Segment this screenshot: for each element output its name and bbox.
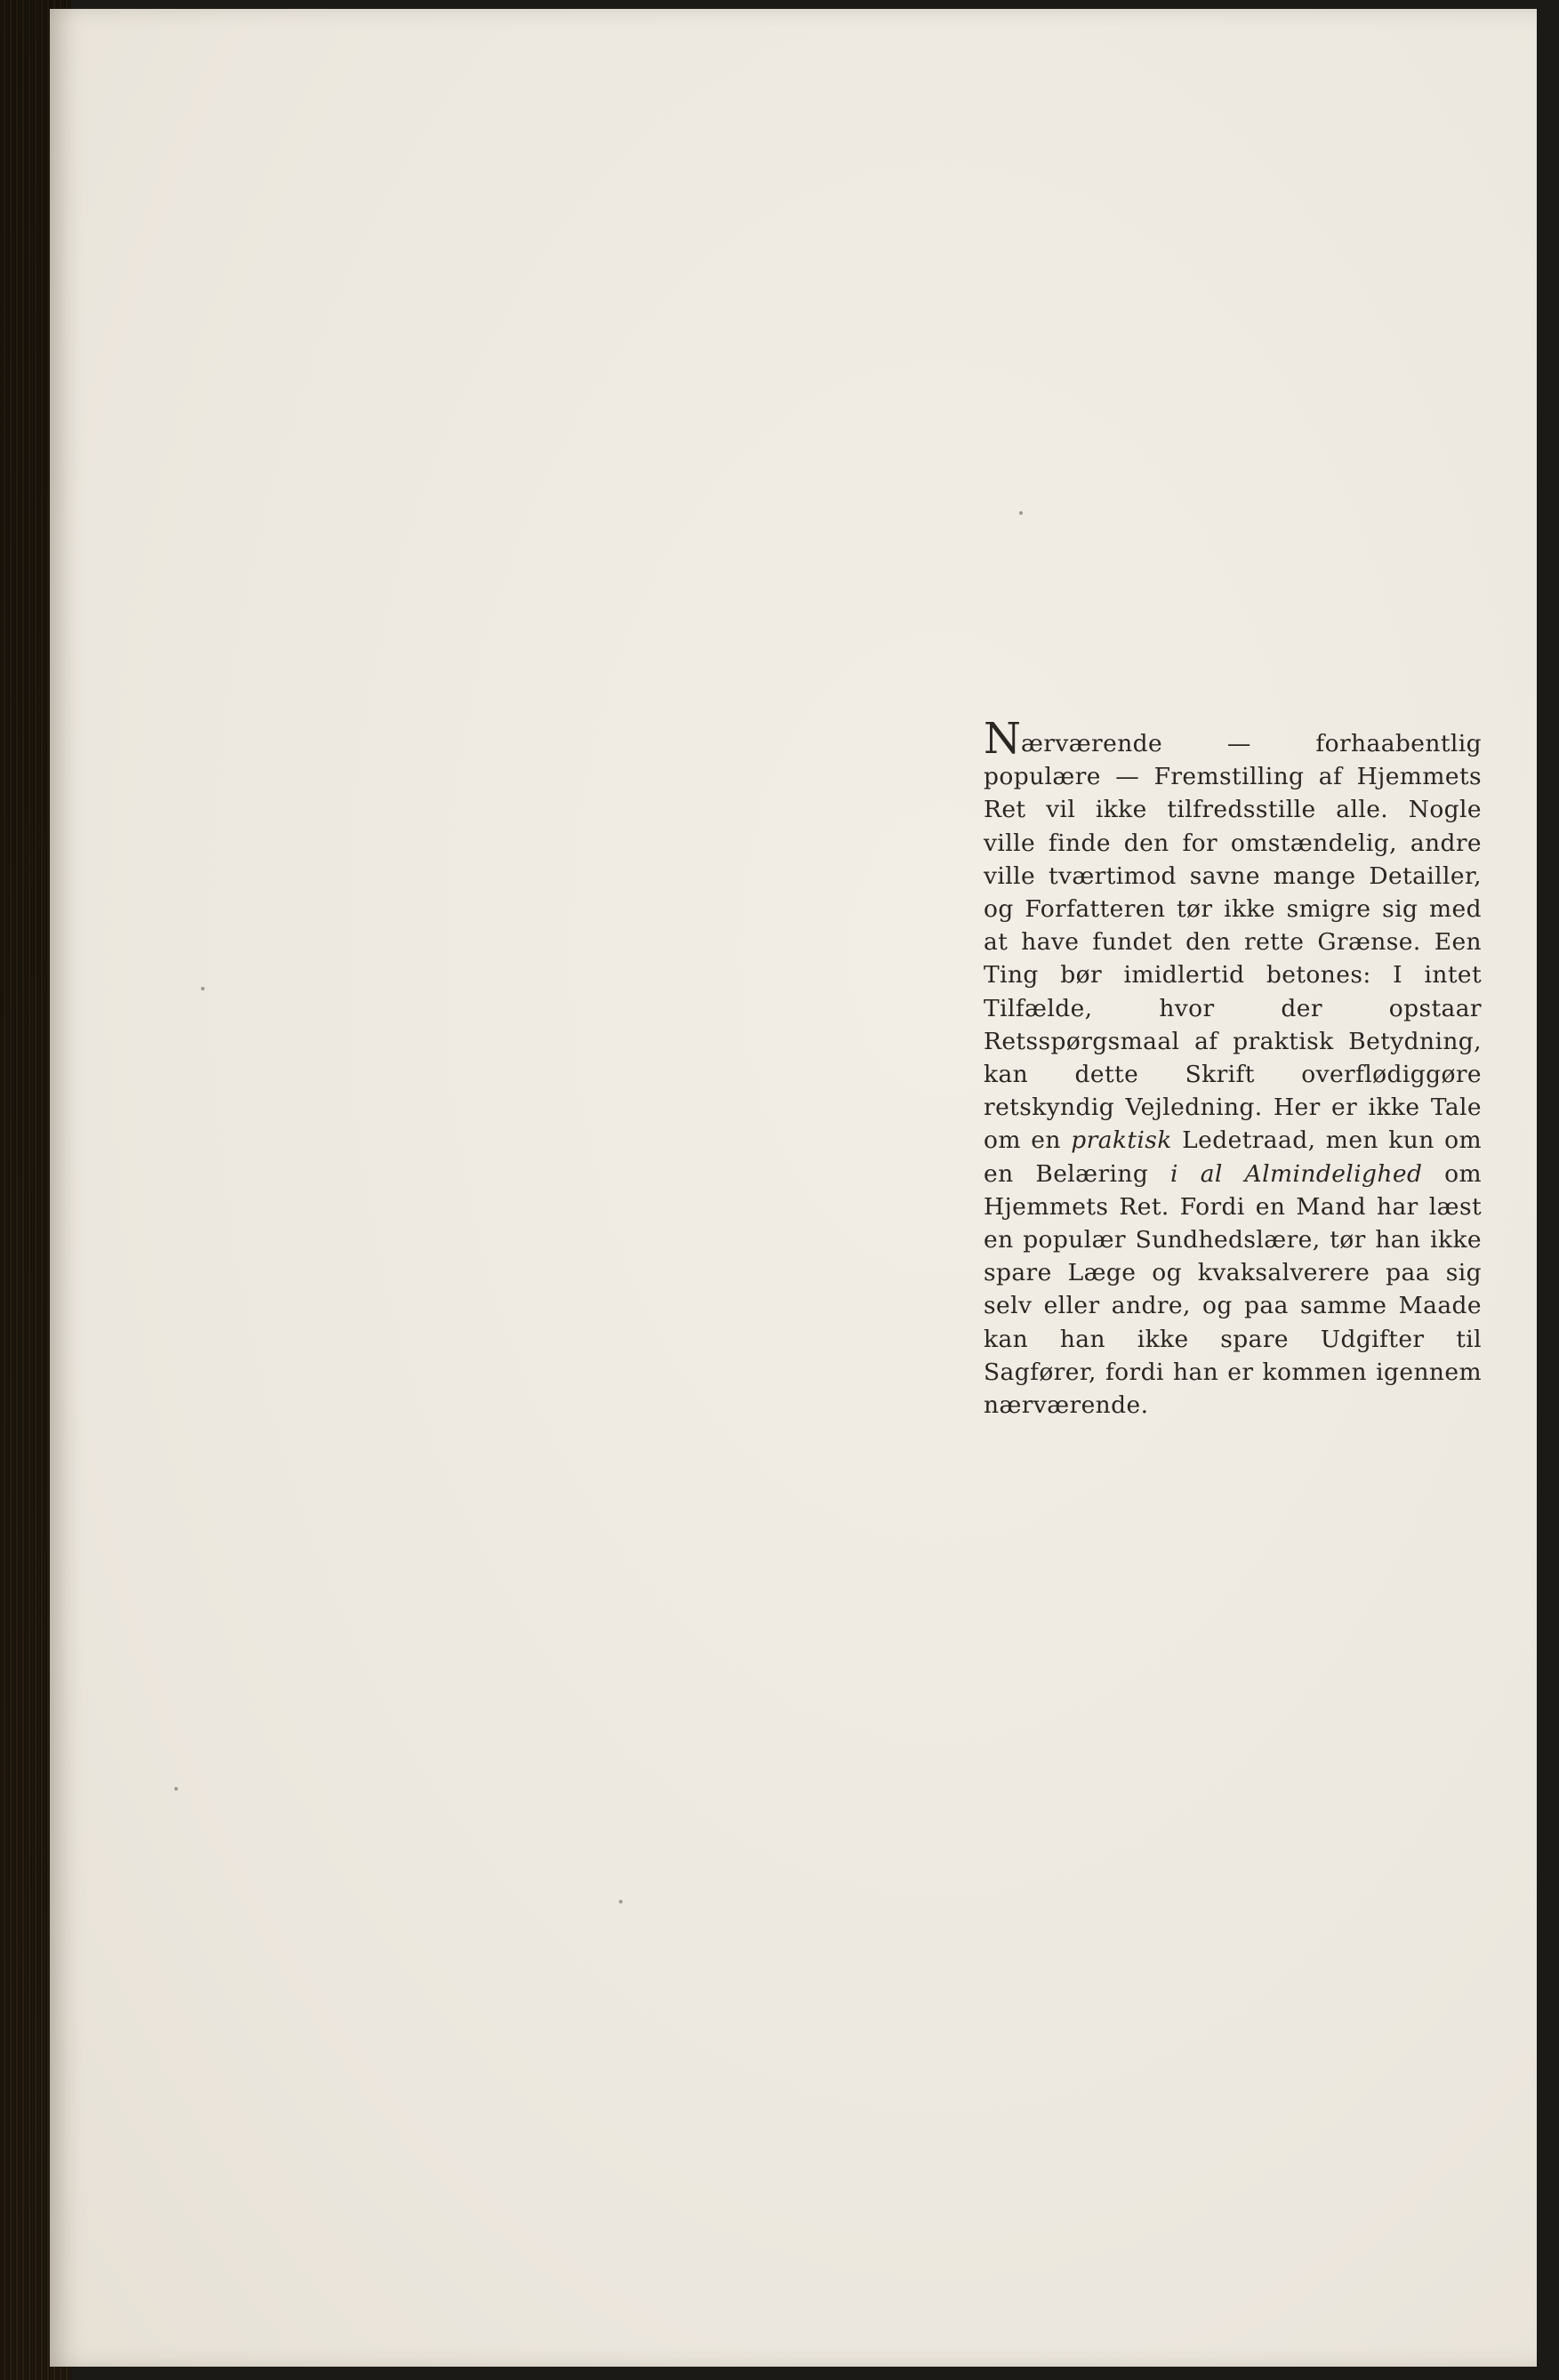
drop-cap: N: [984, 714, 1021, 764]
preface-text-3: om Hjemmets Ret. Fordi en Mand har læst en populær Sundhedslære, tør han ikke spare Læge og kvaksalverere paa sig selv eller andre, og paa samme Maade kan han ikke spare Udgifter til Sagfører, fordi han er kommen igennem nærværende.: [984, 1159, 1482, 1420]
preface-paragraph: [984, 714, 1482, 1422]
paper-speck: [174, 1787, 178, 1791]
paper-speck: [619, 1900, 623, 1903]
preface-text-2: Ledetraad, men kun om en Belæring: [984, 1126, 1482, 1188]
italic-almindelighed: i al Almindelighed: [1170, 1159, 1423, 1188]
italic-praktisk: praktisk: [1071, 1126, 1172, 1155]
paper-speck: [201, 987, 205, 990]
preface-text-1: ærværende — forhaabentlig populære — Fremstilling af Hjemmets Ret vil ikke tilfredsstille alle. Nogle ville finde den for omstændelig, andre ville tværtimod savne mange Detailler, og Forfatteren tør ikke smigre sig med at have fundet den rette Grænse. Een Ting bør imidlertid betones: I intet Tilfælde, hvor der opstaar Retsspørgsmaal af praktisk Betydning, kan dette Skrift overflødiggøre retskyndig Vejledning. Her er ikke Tale om en: [984, 730, 1482, 1155]
paper-speck: [1019, 511, 1023, 515]
book-page: [50, 9, 1537, 2367]
